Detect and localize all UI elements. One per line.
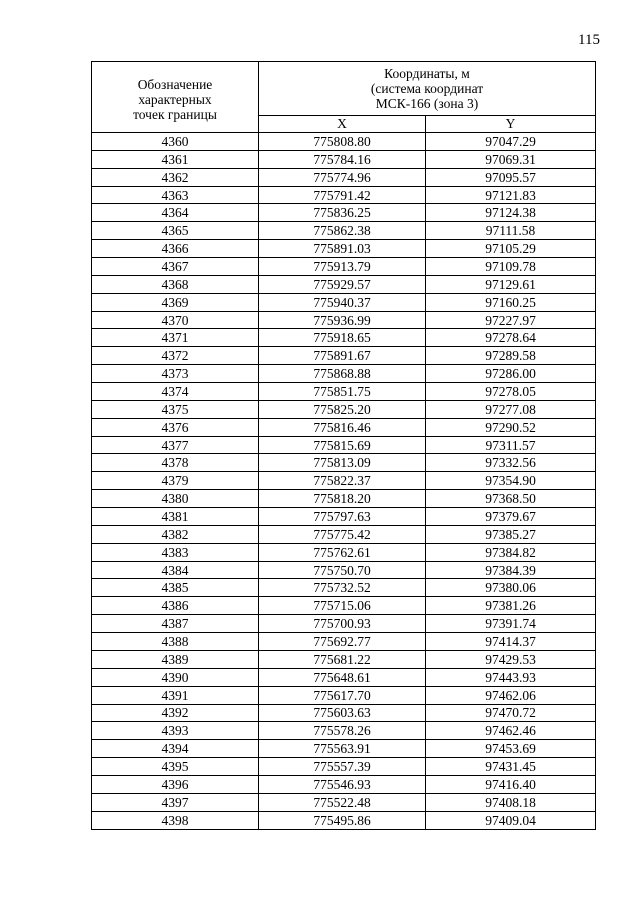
point-id-cell: 4375 [92,400,259,418]
x-coordinate-cell: 775918.65 [259,329,426,347]
point-id-cell: 4382 [92,525,259,543]
point-id-cell: 4385 [92,579,259,597]
table-row [92,133,596,151]
table-row [92,365,596,383]
y-coordinate-cell: 97278.05 [426,383,596,401]
coordinates-table [91,61,596,830]
point-id-cell: 4361 [92,150,259,168]
y-coordinate-cell: 97105.29 [426,240,596,258]
point-id-cell: 4390 [92,668,259,686]
point-id-cell: 4381 [92,508,259,526]
point-id-cell: 4378 [92,454,259,472]
x-coordinate-cell: 775700.93 [259,615,426,633]
point-id-cell: 4386 [92,597,259,615]
y-coordinate-cell: 97047.29 [426,133,596,151]
table-row [92,329,596,347]
y-coordinate-cell: 97462.46 [426,722,596,740]
table-row [92,418,596,436]
x-coordinate-cell: 775891.03 [259,240,426,258]
point-id-cell: 4364 [92,204,259,222]
x-coordinate-cell: 775546.93 [259,775,426,793]
y-coordinate-cell: 97470.72 [426,704,596,722]
y-coordinate-cell: 97443.93 [426,668,596,686]
x-coordinate-cell: 775563.91 [259,740,426,758]
x-coordinate-cell: 775762.61 [259,543,426,561]
point-id-cell: 4380 [92,490,259,508]
page-number: 115 [578,32,600,48]
table-row [92,311,596,329]
table-row [92,633,596,651]
y-coordinate-cell: 97290.52 [426,418,596,436]
x-coordinate-cell: 775822.37 [259,472,426,490]
coordinates-header [259,62,596,116]
point-id-cell: 4373 [92,365,259,383]
point-id-cell: 4387 [92,615,259,633]
point-id-cell: 4392 [92,704,259,722]
x-coordinate-cell: 775868.88 [259,365,426,383]
table-body [92,133,596,830]
x-coordinate-cell: 775557.39 [259,758,426,776]
point-id-cell: 4360 [92,133,259,151]
point-id-cell: 4388 [92,633,259,651]
point-id-cell: 4371 [92,329,259,347]
y-column-header: Y [426,115,596,133]
point-id-cell: 4372 [92,347,259,365]
point-id-cell: 4391 [92,686,259,704]
table-row [92,168,596,186]
y-coordinate-cell: 97391.74 [426,615,596,633]
x-coordinate-cell: 775936.99 [259,311,426,329]
table-row [92,400,596,418]
table-row [92,615,596,633]
point-id-cell: 4376 [92,418,259,436]
point-id-cell: 4396 [92,775,259,793]
x-coordinate-cell: 775891.67 [259,347,426,365]
table-row [92,668,596,686]
table-row [92,793,596,811]
table-row [92,508,596,526]
y-coordinate-cell: 97124.38 [426,204,596,222]
table-row [92,275,596,293]
point-id-cell: 4394 [92,740,259,758]
point-id-cell: 4389 [92,650,259,668]
y-coordinate-cell: 97462.06 [426,686,596,704]
point-header-line: характерных [138,91,212,107]
x-coordinate-cell: 775578.26 [259,722,426,740]
table-row [92,579,596,597]
table-row [92,811,596,829]
table-row [92,597,596,615]
y-coordinate-cell: 97354.90 [426,472,596,490]
table-row [92,525,596,543]
table-row [92,758,596,776]
y-coordinate-cell: 97409.04 [426,811,596,829]
x-coordinate-cell: 775495.86 [259,811,426,829]
x-coordinate-cell: 775732.52 [259,579,426,597]
x-coordinate-cell: 775522.48 [259,793,426,811]
y-coordinate-cell: 97111.58 [426,222,596,240]
point-id-cell: 4366 [92,240,259,258]
table-row [92,258,596,276]
y-coordinate-cell: 97109.78 [426,258,596,276]
x-coordinate-cell: 775940.37 [259,293,426,311]
point-id-cell: 4365 [92,222,259,240]
point-id-cell: 4393 [92,722,259,740]
x-coordinate-cell: 775825.20 [259,400,426,418]
table-row [92,240,596,258]
x-coordinate-cell: 775836.25 [259,204,426,222]
x-coordinate-cell: 775648.61 [259,668,426,686]
y-coordinate-cell: 97286.00 [426,365,596,383]
y-coordinate-cell: 97368.50 [426,490,596,508]
x-coordinate-cell: 775913.79 [259,258,426,276]
point-id-cell: 4384 [92,561,259,579]
point-id-cell: 4398 [92,811,259,829]
y-coordinate-cell: 97385.27 [426,525,596,543]
x-coordinate-cell: 775692.77 [259,633,426,651]
x-coordinate-cell: 775603.63 [259,704,426,722]
table-row [92,436,596,454]
point-header-line: точек границы [133,106,217,122]
point-id-cell: 4395 [92,758,259,776]
y-coordinate-cell: 97381.26 [426,597,596,615]
y-coordinate-cell: 97311.57 [426,436,596,454]
x-coordinate-cell: 775774.96 [259,168,426,186]
table-row [92,186,596,204]
x-coordinate-cell: 775808.80 [259,133,426,151]
y-coordinate-cell: 97278.64 [426,329,596,347]
table-row [92,150,596,168]
point-id-cell: 4369 [92,293,259,311]
point-id-cell: 4383 [92,543,259,561]
y-coordinate-cell: 97384.39 [426,561,596,579]
y-coordinate-cell: 97379.67 [426,508,596,526]
point-id-cell: 4377 [92,436,259,454]
point-designation-header [92,62,259,133]
x-coordinate-cell: 775816.46 [259,418,426,436]
point-id-cell: 4397 [92,793,259,811]
table-row [92,472,596,490]
y-coordinate-cell: 97380.06 [426,579,596,597]
table-row [92,543,596,561]
coords-header-line: Координаты, м [384,65,470,81]
table-row [92,775,596,793]
table-row [92,704,596,722]
y-coordinate-cell: 97408.18 [426,793,596,811]
x-coordinate-cell: 775929.57 [259,275,426,293]
point-id-cell: 4368 [92,275,259,293]
coords-header-line: МСК-166 (зона 3) [375,95,479,111]
point-id-cell: 4363 [92,186,259,204]
y-coordinate-cell: 97095.57 [426,168,596,186]
x-coordinate-cell: 775750.70 [259,561,426,579]
point-id-cell: 4374 [92,383,259,401]
table-row [92,686,596,704]
x-coordinate-cell: 775862.38 [259,222,426,240]
y-coordinate-cell: 97429.53 [426,650,596,668]
x-coordinate-cell: 775784.16 [259,150,426,168]
y-coordinate-cell: 97332.56 [426,454,596,472]
table-row [92,561,596,579]
x-coordinate-cell: 775775.42 [259,525,426,543]
x-coordinate-cell: 775815.69 [259,436,426,454]
table-row [92,293,596,311]
y-coordinate-cell: 97069.31 [426,150,596,168]
coords-header-line: (система координат [370,80,484,96]
x-coordinate-cell: 775797.63 [259,508,426,526]
x-coordinate-cell: 775851.75 [259,383,426,401]
y-coordinate-cell: 97289.58 [426,347,596,365]
y-coordinate-cell: 97160.25 [426,293,596,311]
point-id-cell: 4362 [92,168,259,186]
y-coordinate-cell: 97431.45 [426,758,596,776]
point-id-cell: 4370 [92,311,259,329]
y-coordinate-cell: 97414.37 [426,633,596,651]
y-coordinate-cell: 97227.97 [426,311,596,329]
table-row [92,454,596,472]
table-row [92,722,596,740]
x-coordinate-cell: 775818.20 [259,490,426,508]
point-header-line: Обозначение [137,76,213,92]
table-row [92,740,596,758]
x-coordinate-cell: 775617.70 [259,686,426,704]
table-header [92,62,596,133]
point-id-cell: 4367 [92,258,259,276]
table-row [92,383,596,401]
x-coordinate-cell: 775791.42 [259,186,426,204]
y-coordinate-cell: 97384.82 [426,543,596,561]
y-coordinate-cell: 97129.61 [426,275,596,293]
y-coordinate-cell: 97121.83 [426,186,596,204]
y-coordinate-cell: 97416.40 [426,775,596,793]
x-column-header: X [259,115,426,133]
table-row [92,347,596,365]
x-coordinate-cell: 775681.22 [259,650,426,668]
x-coordinate-cell: 775813.09 [259,454,426,472]
x-coordinate-cell: 775715.06 [259,597,426,615]
point-id-cell: 4379 [92,472,259,490]
y-coordinate-cell: 97277.08 [426,400,596,418]
table-row [92,204,596,222]
y-coordinate-cell: 97453.69 [426,740,596,758]
table-row [92,650,596,668]
table-row [92,490,596,508]
table-row [92,222,596,240]
